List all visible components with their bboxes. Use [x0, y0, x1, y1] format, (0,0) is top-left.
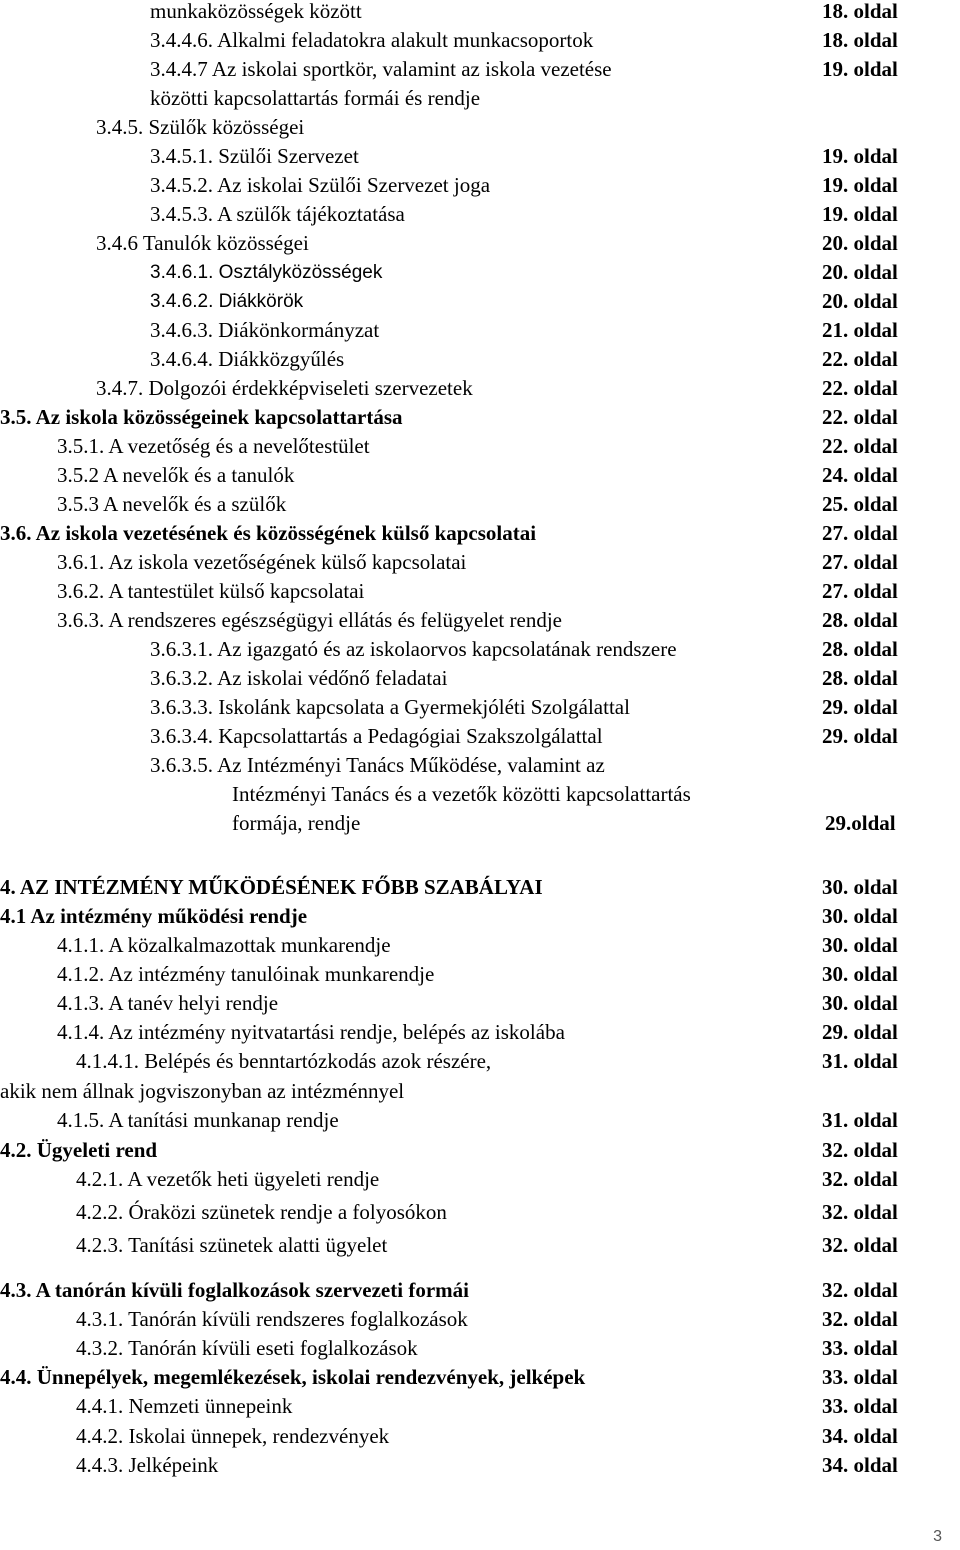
toc-entry-page: 31. oldal — [822, 1049, 898, 1073]
toc-entry — [0, 693, 960, 722]
toc-entry-title: 4.1.5. A tanítási munkanap rendje — [57, 1108, 339, 1132]
toc-entry-title: 3.6.3.2. Az iskolai védőnő feladatai — [150, 666, 448, 690]
toc-entry-title: 3.4.5. Szülők közösségei — [96, 115, 305, 139]
toc-entry-page: 22. oldal — [822, 347, 898, 371]
toc-entry — [0, 873, 960, 902]
toc-entry-page: 32. oldal — [822, 1138, 898, 1162]
toc-entry — [0, 142, 960, 171]
toc-entry-page: 21. oldal — [822, 318, 898, 342]
toc-entry-title: 3.5. Az iskola közösségeinek kapcsolattartása — [0, 405, 403, 429]
toc-entry — [0, 345, 960, 374]
toc-entry-title: 3.6.3. A rendszeres egészségügyi ellátás és felügyelet rendje — [57, 608, 562, 632]
toc-entry-page: 30. oldal — [822, 875, 898, 899]
toc-entry — [0, 200, 960, 229]
toc-entry-page: 18. oldal — [822, 0, 898, 23]
toc-entry-page: 20. oldal — [822, 260, 898, 284]
toc-entry — [0, 809, 960, 838]
toc-entry-page: 33. oldal — [822, 1336, 898, 1360]
toc-entry-page: 29. oldal — [822, 695, 898, 719]
toc-entry-title: 4.2.3. Tanítási szünetek alatti ügyelet — [76, 1233, 388, 1257]
toc-entry-page: 24. oldal — [822, 463, 898, 487]
toc-entry-title: akik nem állnak jogviszonyban az intézménnyel — [0, 1079, 405, 1103]
toc-entry-title: 3.4.7. Dolgozói érdekképviseleti szervezetek — [96, 376, 473, 400]
toc-entry-page: 31. oldal — [822, 1108, 898, 1132]
toc-entry-title: 4.1.1. A közalkalmazottak munkarendje — [57, 933, 391, 957]
toc-entry-title: 3.5.3 A nevelők és a szülők — [57, 492, 287, 516]
toc-entry-page: 19. oldal — [822, 57, 898, 81]
toc-entry — [0, 1422, 960, 1451]
toc-entry — [0, 780, 960, 809]
toc-entry-title: 3.4.6.1. Osztályközösségek — [150, 262, 383, 283]
toc-entry — [0, 55, 960, 84]
toc-entry-page: 34. oldal — [822, 1453, 898, 1477]
toc-entry-page: 18. oldal — [822, 28, 898, 52]
toc-entry-page: 22. oldal — [822, 405, 898, 429]
toc-entry — [0, 1077, 960, 1106]
toc-entry — [0, 1392, 960, 1421]
toc-entry — [0, 1451, 960, 1480]
toc-entry-page: 30. oldal — [822, 904, 898, 928]
toc-entry-title: 4.3. A tanórán kívüli foglalkozások szervezeti formái — [0, 1278, 469, 1302]
toc-entry-title: 3.4.6.4. Diákközgyűlés — [150, 347, 345, 371]
toc-entry-page: 19. oldal — [822, 202, 898, 226]
toc-entry-page: 32. oldal — [822, 1233, 898, 1257]
toc-entry-page: 33. oldal — [822, 1365, 898, 1389]
toc-entry-title: 3.4.4.7 Az iskolai sportkör, valamint az iskola vezetése — [150, 57, 612, 81]
toc-entry-title: 3.4.6 Tanulók közösségei — [96, 231, 309, 255]
toc-entry-title: 3.4.5.1. Szülői Szervezet — [150, 144, 359, 168]
toc-entry-title: munkaközösségek között — [150, 0, 362, 23]
toc-entry — [0, 374, 960, 403]
toc-entry-page: 29.oldal — [825, 811, 896, 835]
toc-entry — [0, 1106, 960, 1135]
toc-entry-page: 20. oldal — [822, 231, 898, 255]
toc-entry-title: formája, rendje — [232, 811, 361, 835]
toc-entry-title: 4.1.3. A tanév helyi rendje — [57, 991, 279, 1015]
toc-entry-title: 4.1.2. Az intézmény tanulóinak munkarendje — [57, 962, 435, 986]
toc-entry-page: 27. oldal — [822, 579, 898, 603]
toc-entry-title: 4.4.1. Nemzeti ünnepeink — [76, 1394, 293, 1418]
toc-entry — [0, 1305, 960, 1334]
toc-entry-title: 4.2.1. A vezetők heti ügyeleti rendje — [76, 1167, 380, 1191]
toc-entry-page: 29. oldal — [822, 1020, 898, 1044]
toc-entry-title: 4.1.4. Az intézmény nyitvatartási rendje, belépés az iskolába — [57, 1020, 565, 1044]
toc-entry-page: 30. oldal — [822, 933, 898, 957]
toc-entry — [0, 664, 960, 693]
toc-entry — [0, 403, 960, 432]
toc-entry-title: 3.6.2. A tantestület külső kapcsolatai — [57, 579, 365, 603]
toc-entry-page: 19. oldal — [822, 173, 898, 197]
toc-entry-title: 3.5.1. A vezetőség és a nevelőtestület — [57, 434, 370, 458]
toc-entry — [0, 287, 960, 316]
toc-entry-page: 28. oldal — [822, 608, 898, 632]
toc-entry-page: 22. oldal — [822, 376, 898, 400]
toc-entry-title: 4. AZ INTÉZMÉNY MŰKÖDÉSÉNEK FŐBB SZABÁLYAI — [0, 875, 543, 899]
toc-entry-page: 32. oldal — [822, 1200, 898, 1224]
toc-entry-page: 28. oldal — [822, 666, 898, 690]
toc-entry — [0, 171, 960, 200]
toc-entry-title: 3.4.5.2. Az iskolai Szülői Szervezet joga — [150, 173, 491, 197]
toc-entry-title: 4.4. Ünnepélyek, megemlékezések, iskolai rendezvények, jelképek — [0, 1365, 586, 1389]
toc-entry-title: 4.3.2. Tanórán kívüli eseti foglalkozások — [76, 1336, 418, 1360]
toc-entry — [0, 1334, 960, 1363]
toc-entry — [0, 1018, 960, 1047]
toc-entry — [0, 577, 960, 606]
toc-entry-title: 3.5.2 A nevelők és a tanulók — [57, 463, 295, 487]
toc-entry-page: 27. oldal — [822, 550, 898, 574]
toc-entry — [0, 519, 960, 548]
toc-entry-page: 32. oldal — [822, 1167, 898, 1191]
toc-entry-page: 30. oldal — [822, 991, 898, 1015]
toc-entry-title: 3.6.1. Az iskola vezetőségének külső kapcsolatai — [57, 550, 467, 574]
toc-entry — [0, 902, 960, 931]
toc-entry — [0, 548, 960, 577]
toc-entry-title: 3.4.6.3. Diákönkormányzat — [150, 318, 380, 342]
toc-entry-title: Intézményi Tanács és a vezetők közötti kapcsolattartás — [232, 782, 691, 806]
toc-entry — [0, 258, 960, 287]
toc-entry — [0, 1198, 960, 1227]
toc-entry-title: 3.4.6.2. Diákkörök — [150, 291, 304, 312]
toc-entry-page: 27. oldal — [822, 521, 898, 545]
toc-entry-page: 33. oldal — [822, 1394, 898, 1418]
toc-entry-page: 30. oldal — [822, 962, 898, 986]
toc-entry-title: 3.6.3.5. Az Intézményi Tanács Működése, valamint az — [150, 753, 605, 777]
toc-entry-title: 4.1 Az intézmény működési rendje — [0, 904, 308, 928]
toc-entry-title: közötti kapcsolattartás formái és rendje — [150, 86, 481, 110]
toc-entry-title: 4.4.2. Iskolai ünnepek, rendezvények — [76, 1424, 390, 1448]
toc-entry-title: 3.6.3.3. Iskolánk kapcsolata a Gyermekjóléti Szolgálattal — [150, 695, 630, 719]
toc-entry — [0, 960, 960, 989]
toc-entry-title: 4.3.1. Tanórán kívüli rendszeres foglalkozások — [76, 1307, 468, 1331]
toc-entry — [0, 635, 960, 664]
toc-entry-page: 32. oldal — [822, 1278, 898, 1302]
toc-entry — [0, 722, 960, 751]
toc-entry-title: 3.4.5.3. A szülők tájékoztatása — [150, 202, 405, 226]
toc-entry-title: 3.4.4.6. Alkalmi feladatokra alakult munkacsoportok — [150, 28, 594, 52]
toc-entry-title: 3.6.3.1. Az igazgató és az iskolaorvos kapcsolatának rendszere — [150, 637, 677, 661]
toc-entry-page: 34. oldal — [822, 1424, 898, 1448]
page-number: 3 — [933, 1528, 942, 1545]
toc-entry-title: 4.1.4.1. Belépés és benntartózkodás azok részére, — [76, 1049, 492, 1073]
toc-entry — [0, 1276, 960, 1305]
toc-entry — [0, 989, 960, 1018]
toc-entry-title: 4.2. Ügyeleti rend — [0, 1138, 158, 1162]
toc-entry-page: 19. oldal — [822, 144, 898, 168]
toc-entry — [0, 1047, 960, 1076]
toc-entry — [0, 84, 960, 113]
toc-entry-page: 28. oldal — [822, 637, 898, 661]
toc-entry-page: 20. oldal — [822, 289, 898, 313]
toc-entry-title: 4.2.2. Óraközi szünetek rendje a folyosókon — [76, 1200, 447, 1224]
toc-entry-page: 22. oldal — [822, 434, 898, 458]
toc-entry-title: 3.6. Az iskola vezetésének és közösségének külső kapcsolatai — [0, 521, 537, 545]
toc-entry — [0, 931, 960, 960]
toc-entry — [0, 490, 960, 519]
toc-entry — [0, 1363, 960, 1392]
toc-entry-title: 3.6.3.4. Kapcsolattartás a Pedagógiai Szakszolgálattal — [150, 724, 603, 748]
toc-entry — [0, 0, 960, 26]
toc-entry — [0, 432, 960, 461]
toc-entry — [0, 229, 960, 258]
toc-entry-page: 29. oldal — [822, 724, 898, 748]
toc-entry — [0, 1165, 960, 1194]
toc-entry — [0, 1136, 960, 1165]
toc-entry — [0, 26, 960, 55]
toc-entry-page: 32. oldal — [822, 1307, 898, 1331]
toc-entry — [0, 461, 960, 490]
toc-entry — [0, 113, 960, 142]
toc-entry — [0, 316, 960, 345]
toc-entry-page: 25. oldal — [822, 492, 898, 516]
toc-entry — [0, 751, 960, 780]
toc-entry-title: 4.4.3. Jelképeink — [76, 1453, 219, 1477]
toc-entry — [0, 1231, 960, 1260]
toc-entry — [0, 606, 960, 635]
